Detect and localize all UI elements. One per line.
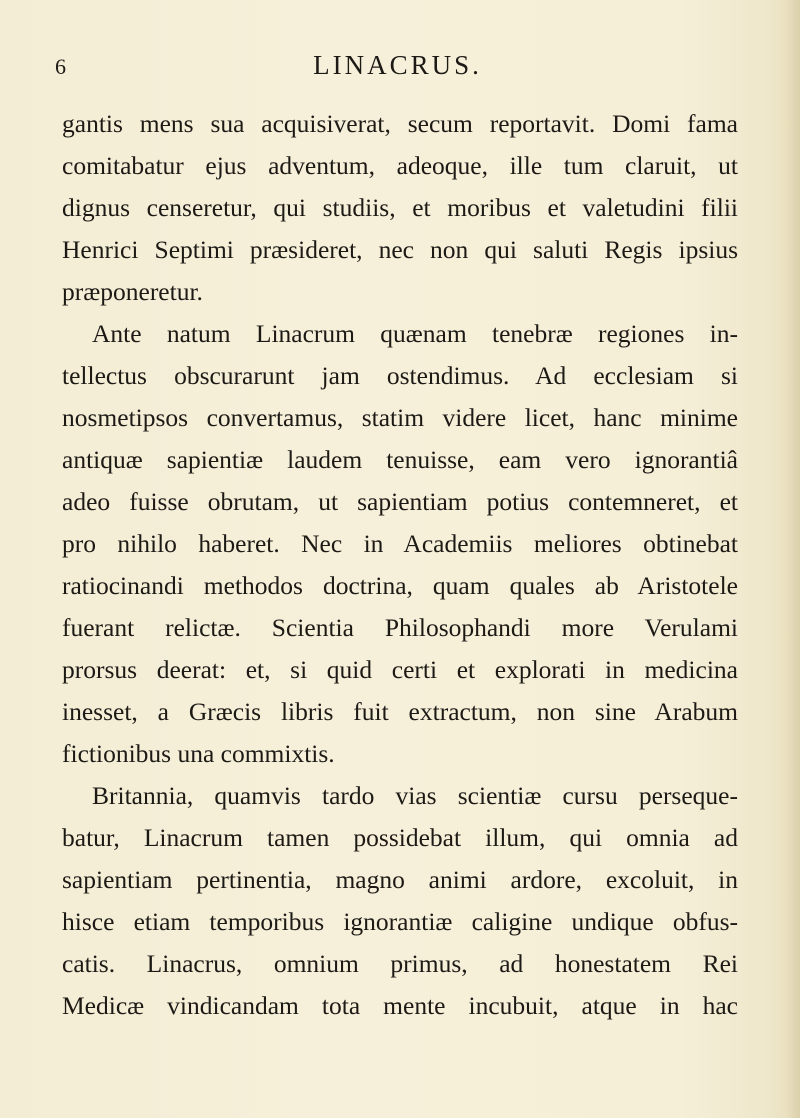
text-line: Britannia, quamvis tardo vias scientiæ cursu perseque- (92, 781, 738, 810)
text-line: Ante natum Linacrum quænam tenebræ regiones in- (92, 319, 738, 348)
text-line: nosmetipsos convertamus, statim videre licet, hanc minime (62, 403, 738, 432)
text-line: hisce etiam temporibus ignorantiæ caligine undique obfus- (62, 907, 738, 936)
text-line: fuerant relictæ. Scientia Philosophandi more Verulami (62, 613, 738, 642)
text-line: adeo fuisse obrutam, ut sapientiam potius contemneret, et (62, 487, 738, 516)
page-number: 6 (55, 54, 66, 79)
text-line: pro nihilo haberet. Nec in Academiis meliores obtinebat (62, 529, 738, 558)
body-text (62, 103, 738, 1027)
text-line: ratiocinandi methodos doctrina, quam quales ab Aristotele (62, 571, 738, 600)
text-line: præponeretur. (62, 277, 203, 306)
page-edge-shadow (786, 0, 800, 1118)
text-line: comitabatur ejus adventum, adeoque, ille tum claruit, ut (62, 151, 738, 180)
text-line: gantis mens sua acquisiverat, secum reportavit. Domi fama (62, 109, 738, 138)
page-header (55, 50, 740, 90)
text-line: batur, Linacrum tamen possidebat illum, qui omnia ad (62, 823, 738, 852)
text-line: Henrici Septimi præsideret, nec non qui saluti Regis ipsius (62, 235, 738, 264)
text-line: inesset, a Græcis libris fuit extractum, non sine Arabum (62, 697, 738, 726)
text-line: antiquæ sapientiæ laudem tenuisse, eam vero ignorantiâ (62, 445, 738, 474)
running-title: LINACRUS. (313, 50, 482, 80)
text-line: tellectus obscurarunt jam ostendimus. Ad ecclesiam si (62, 361, 738, 390)
text-line: fictionibus una commixtis. (62, 739, 335, 768)
text-line: prorsus deerat: et, si quid certi et explorati in medicina (62, 655, 738, 684)
text-line: catis. Linacrus, omnium primus, ad honestatem Rei (62, 949, 738, 978)
text-line: sapientiam pertinentia, magno animi ardore, excoluit, in (62, 865, 738, 894)
text-line: dignus censeretur, qui studiis, et moribus et valetudini filii (62, 193, 738, 222)
text-line: Medicæ vindicandam tota mente incubuit, atque in hac (62, 991, 738, 1020)
